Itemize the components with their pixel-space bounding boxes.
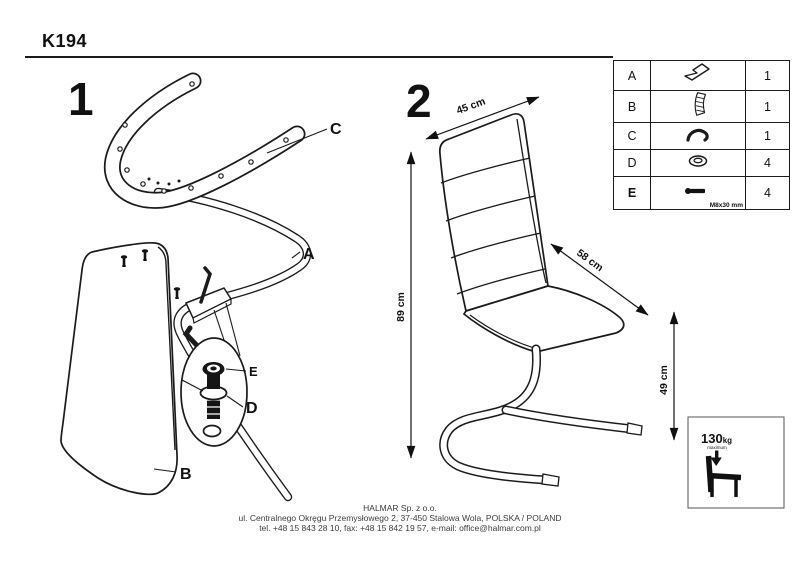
dimension-back-width: 45 cm: [454, 95, 488, 117]
step1-exploded-diagram: [61, 81, 342, 497]
weight-value: 130: [701, 431, 723, 446]
chair-cantilever-frame: [444, 349, 642, 486]
part-b-shell: [61, 243, 177, 494]
detail-callout: [181, 338, 247, 446]
down-arrow-icon: [711, 451, 722, 467]
step-2-number: 2: [406, 75, 432, 127]
part-qty: 1: [746, 123, 790, 150]
part-letter: E: [614, 177, 651, 210]
dimension-depth: 58 cm: [574, 246, 606, 275]
part-label-e: E: [249, 364, 258, 379]
part-c-bracket: [112, 81, 297, 200]
chair-backrest: [440, 114, 548, 311]
part-letter: A: [614, 61, 651, 91]
bolt-size-note: M8x30 mm: [709, 202, 743, 209]
chair-pictogram-icon: [708, 456, 741, 497]
svg-text:130kg: [701, 431, 732, 446]
part-qty: 4: [746, 177, 790, 210]
screw-hole: [204, 426, 221, 437]
part-label-c: C: [330, 121, 342, 138]
part-qty: 1: [746, 61, 790, 91]
part-letter: C: [614, 123, 651, 150]
page-title: K194: [42, 31, 88, 51]
part-letter: B: [614, 91, 651, 123]
step-1-number: 1: [68, 73, 94, 125]
weight-unit: kg: [722, 436, 733, 445]
part-qty: 4: [746, 150, 790, 177]
address-line: ul. Centralnego Okręgu Przemysłowego 2, 37-450 Stalowa Wola, POLSKA / POLAND: [238, 512, 562, 523]
part-label-b: B: [180, 466, 192, 483]
part-letter: D: [614, 150, 651, 177]
bolt-e-head: [203, 362, 225, 376]
footer: [0, 504, 800, 533]
contact-line: tel. +48 15 843 28 10, fax: +48 15 842 19 57, e-mail: office@halmar.com.pl: [259, 522, 541, 533]
mounting-plate: [186, 288, 231, 323]
part-labels: [154, 121, 342, 483]
bracket-holes: [118, 82, 288, 193]
dimension-seat-height: 49 cm: [658, 365, 670, 395]
company-line: HALMAR Sp. z o.o.: [363, 503, 437, 513]
step2-assembled-diagram: [395, 95, 674, 486]
weight-limit-badge: [688, 417, 784, 508]
part-label-d: D: [246, 400, 258, 417]
weight-note: maximum: [707, 445, 727, 450]
part-a-frame: [158, 192, 307, 497]
part-qty: 1: [746, 91, 790, 123]
part-label-a: A: [303, 246, 315, 263]
dimension-total-height: 89 cm: [395, 292, 407, 322]
